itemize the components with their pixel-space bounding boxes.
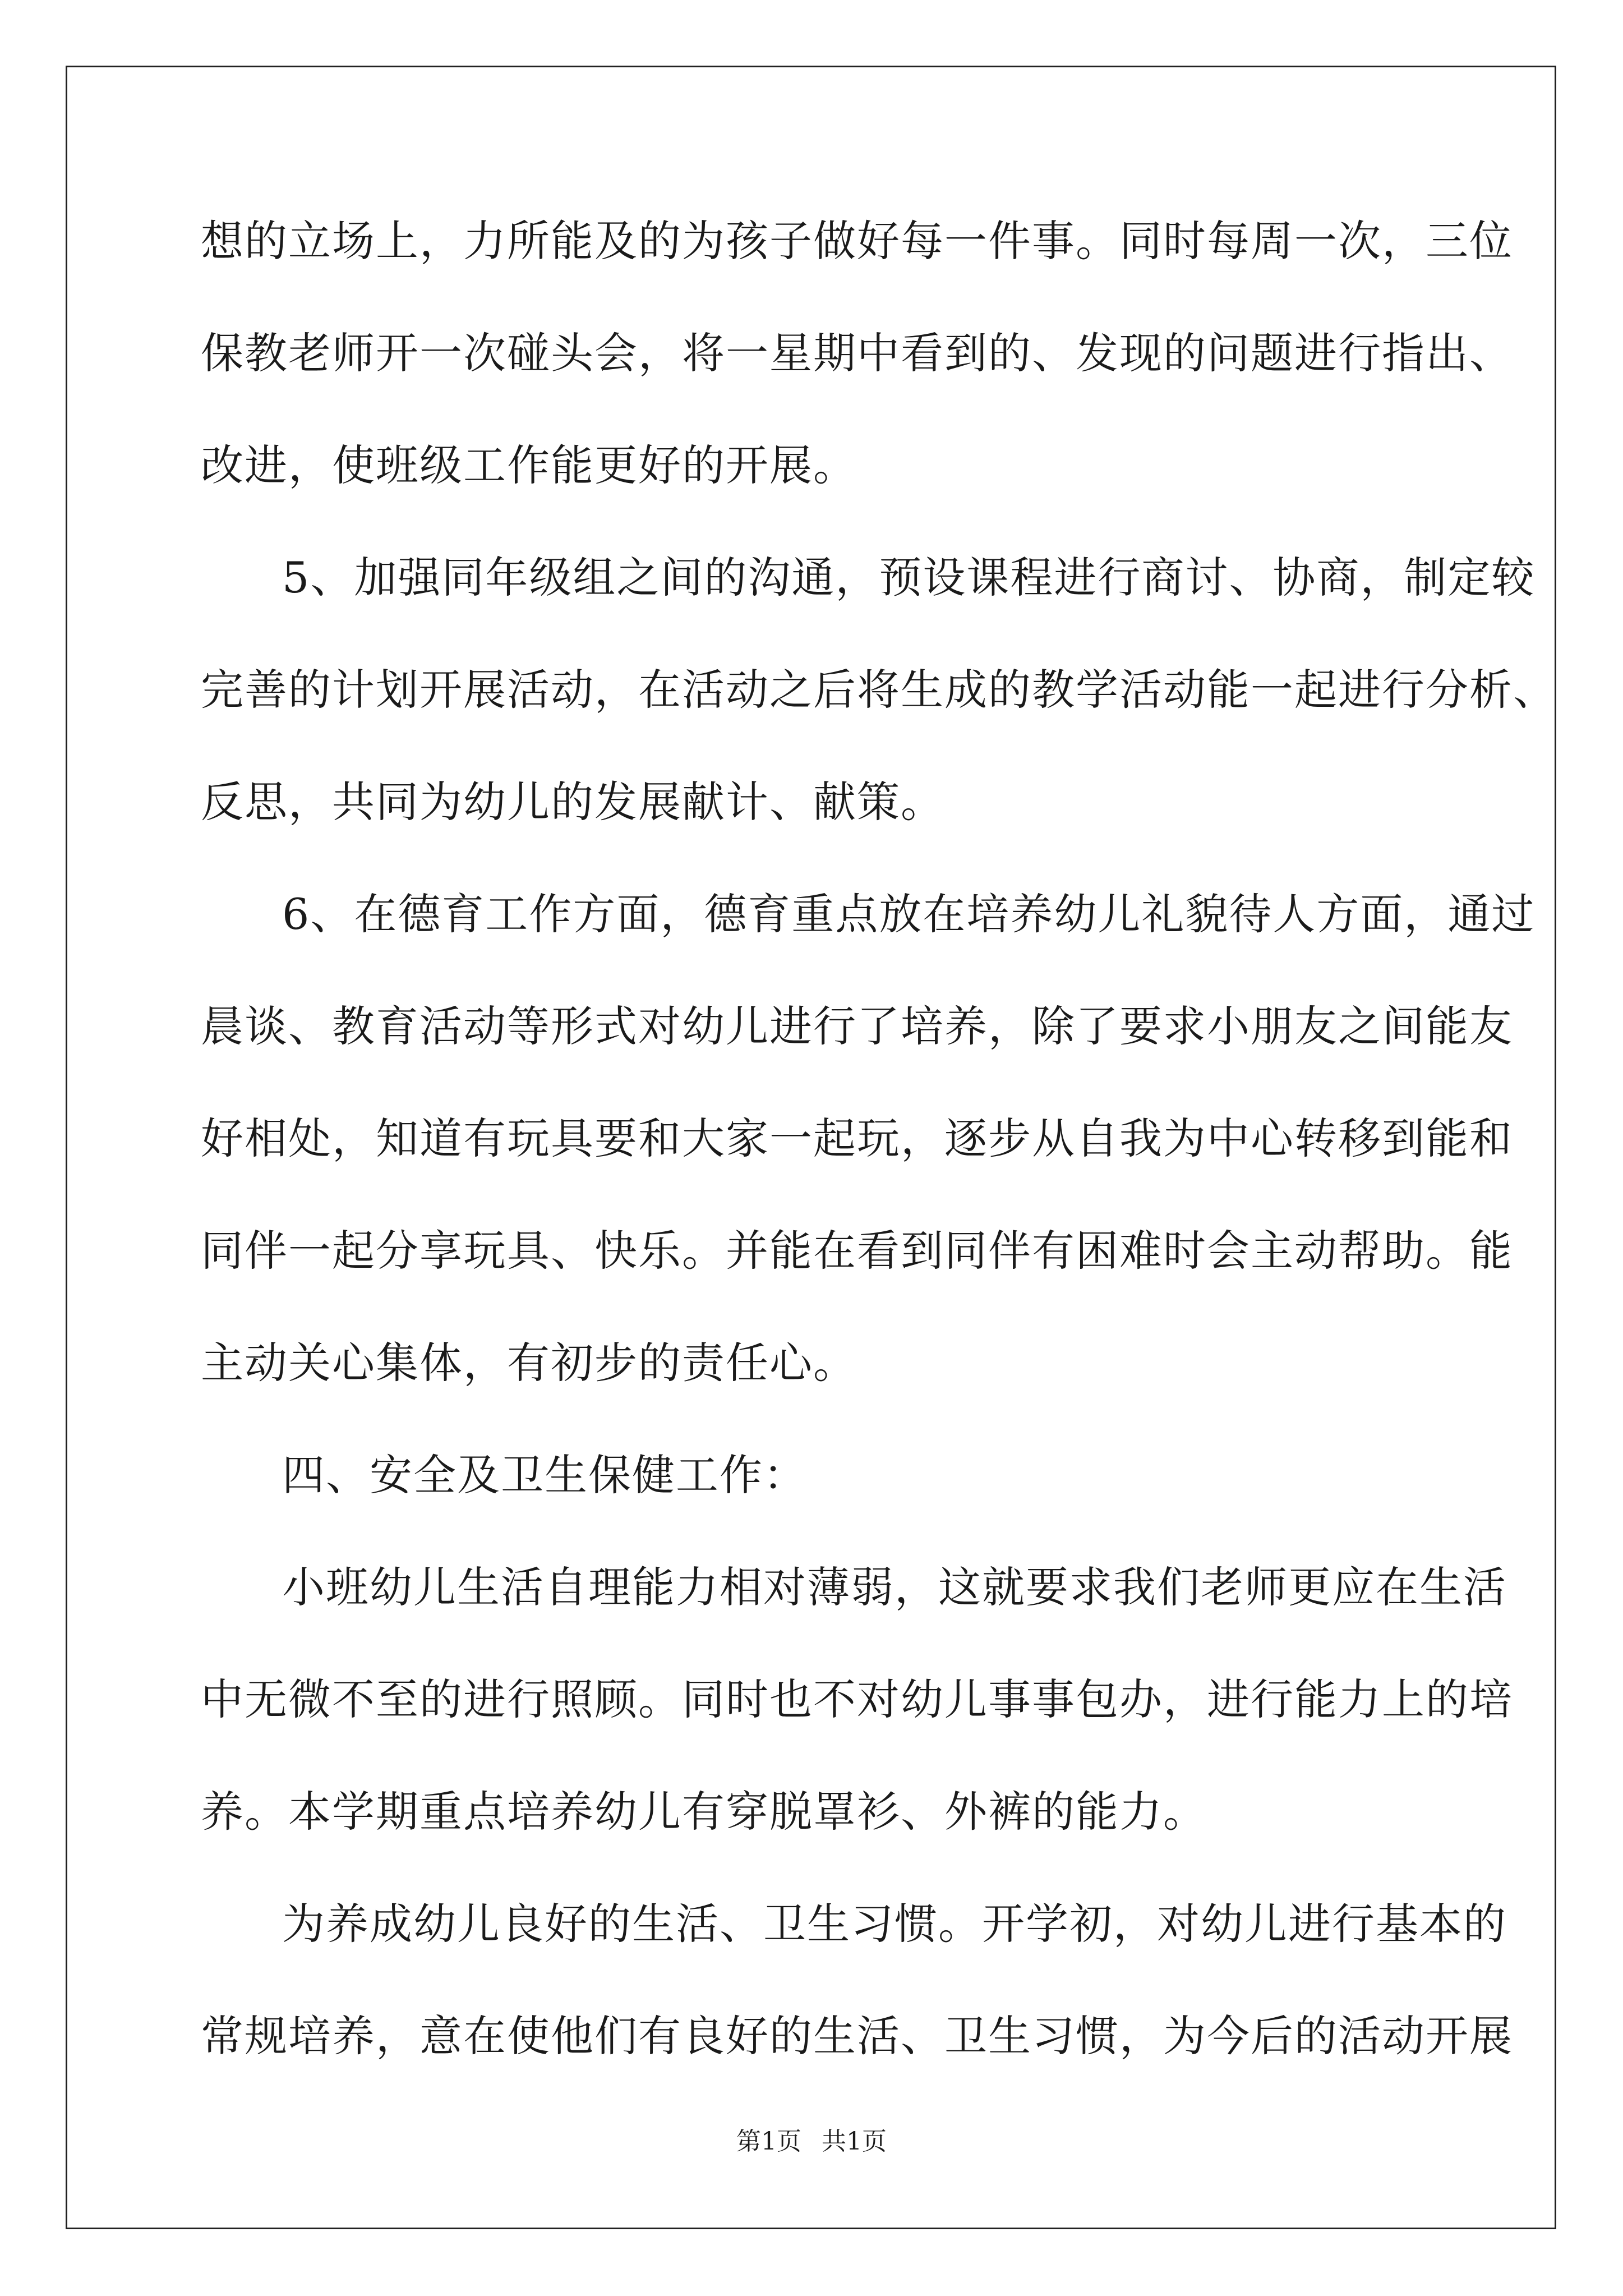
- text-line: 常规培养，意在使他们有良好的生活、卫生习惯，为今后的活动开展: [201, 2011, 1513, 2061]
- text-line: 保教老师开一次碰头会，将一星期中看到的、发现的问题进行指出、: [201, 328, 1513, 378]
- text-line: 晨谈、教育活动等形式对幼儿进行了培养，除了要求小朋友之间能友: [201, 1001, 1513, 1051]
- section-heading: 四、安全及卫生保健工作：: [282, 1450, 807, 1500]
- text-line: 反思，共同为幼儿的发展献计、献策。: [201, 777, 944, 827]
- text-line: 改进，使班级工作能更好的开展。: [201, 440, 857, 490]
- text-line: 完善的计划开展活动，在活动之后将生成的教学活动能一起进行分析、: [201, 665, 1557, 715]
- text-line: 同伴一起分享玩具、快乐。并能在看到同伴有困难时会主动帮助。能: [201, 1226, 1513, 1276]
- text-line: 为养成幼儿良好的生活、卫生习惯。开学初，对幼儿进行基本的: [282, 1899, 1507, 1949]
- text-line: 想的立场上，力所能及的为孩子做好每一件事。同时每周一次，三位: [201, 216, 1513, 266]
- page-footer: [0, 2125, 1623, 2159]
- page-total: 共1页: [822, 2127, 887, 2156]
- page-number: 第1页: [736, 2127, 801, 2156]
- text-line: 5、加强同年级组之间的沟通，预设课程进行商讨、协商，制定较: [282, 553, 1536, 602]
- text-line: 养。本学期重点培养幼儿有穿脱罩衫、外裤的能力。: [201, 1787, 1207, 1837]
- text-line: 小班幼儿生活自理能力相对薄弱，这就要求我们老师更应在生活: [282, 1562, 1507, 1612]
- text-line: 好相处，知道有玩具要和大家一起玩，逐步从自我为中心转移到能和: [201, 1114, 1513, 1163]
- text-line: 6、在德育工作方面，德育重点放在培养幼儿礼貌待人方面，通过: [282, 889, 1536, 939]
- text-line: 中无微不至的进行照顾。同时也不对幼儿事事包办，进行能力上的培: [201, 1674, 1513, 1724]
- text-line: 主动关心集体，有初步的责任心。: [201, 1338, 857, 1388]
